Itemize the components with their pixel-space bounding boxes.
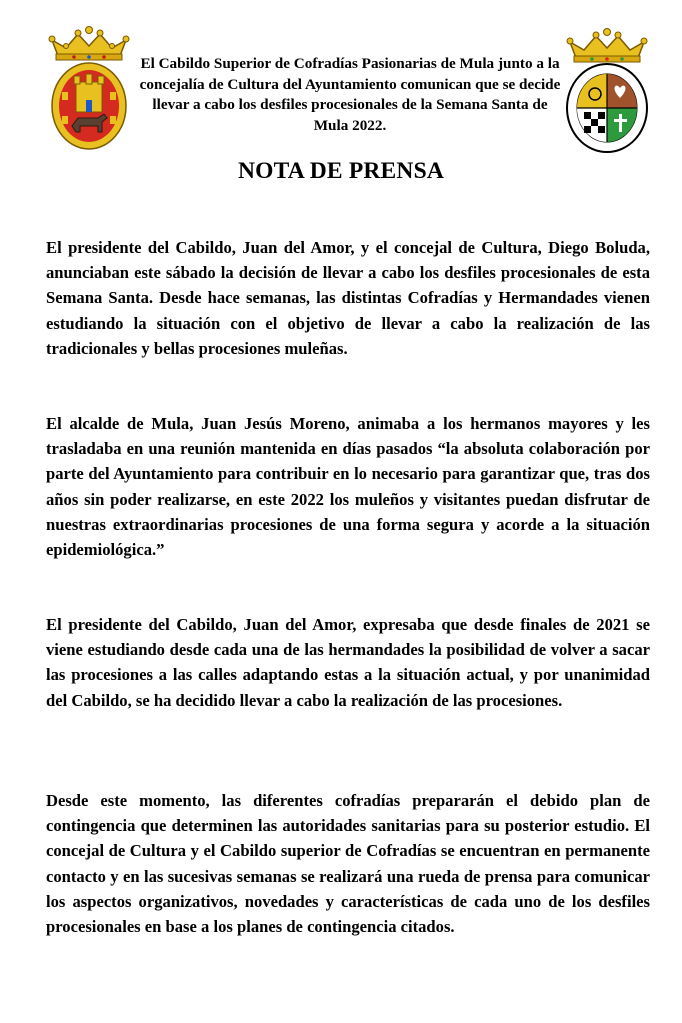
paragraph-3: El presidente del Cabildo, Juan del Amor, expresaba que desde finales de 2021 se viene estudiando desde cada una de las hermandades la posibilidad de volver a sacar las procesiones a las calles adaptando estas a la situación actual, y por unanimidad del Cabildo, se ha decidido llevar a cabo la realización de las procesiones. <box>46 615 650 710</box>
page-title: NOTA DE PRENSA <box>237 158 445 184</box>
crown-icon <box>567 29 647 63</box>
cabildo-crest <box>564 26 650 154</box>
crown-icon <box>49 27 129 61</box>
paragraph-4: Desde este momento, las diferentes cofradías prepararán el debido plan de contingencia que determinen las autoridades sanitarias para su posterior estudio. El concejal de Cultura y el Cabildo superior de Cofradías se encuentran en permanente contacto y en las sucesivas semanas se realizará una rueda de prensa para comunicar los aspectos organizativos, novedades y características de cada uno de los desfiles procesionales en base a los planes de contingencia citados. <box>46 791 650 937</box>
paragraph-1: El presidente del Cabildo, Juan del Amor, y el concejal de Cultura, Diego Boluda, anunciaban este sábado la decisión de llevar a cabo los desfiles procesionales de esta Semana Santa. Desde hace semanas, las distintas Cofradías y Hermandades vienen estudiando la situación con el objetivo de llevar a cabo la realización de las tradicionales y bellas procesiones muleñas. <box>46 238 650 358</box>
shield-icon <box>52 63 126 149</box>
paragraph-2: El alcalde de Mula, Juan Jesús Moreno, animaba a los hermanos mayores y les trasladaba en una reunión mantenida en días pasados “la absoluta colaboración por parte del Ayuntamiento para contribuir en lo necesario para garantizar que, tras dos años sin poder realizarse, en este 2022 los muleños y visitantes puedan disfrutar de nuestras extraordinarias procesiones de una forma segura y acorde a la situación epidemiológica.” <box>46 414 650 560</box>
mula-town-crest <box>44 26 134 152</box>
header-statement: El Cabildo Superior de Cofradías Pasionarias de Mula junto a la concejalía de Cultura del Ayuntamiento comunican que se decide llevar a cabo los desfiles procesionales de la Semana Santa de Mula 2022. <box>139 55 561 134</box>
shield-icon <box>567 64 647 152</box>
